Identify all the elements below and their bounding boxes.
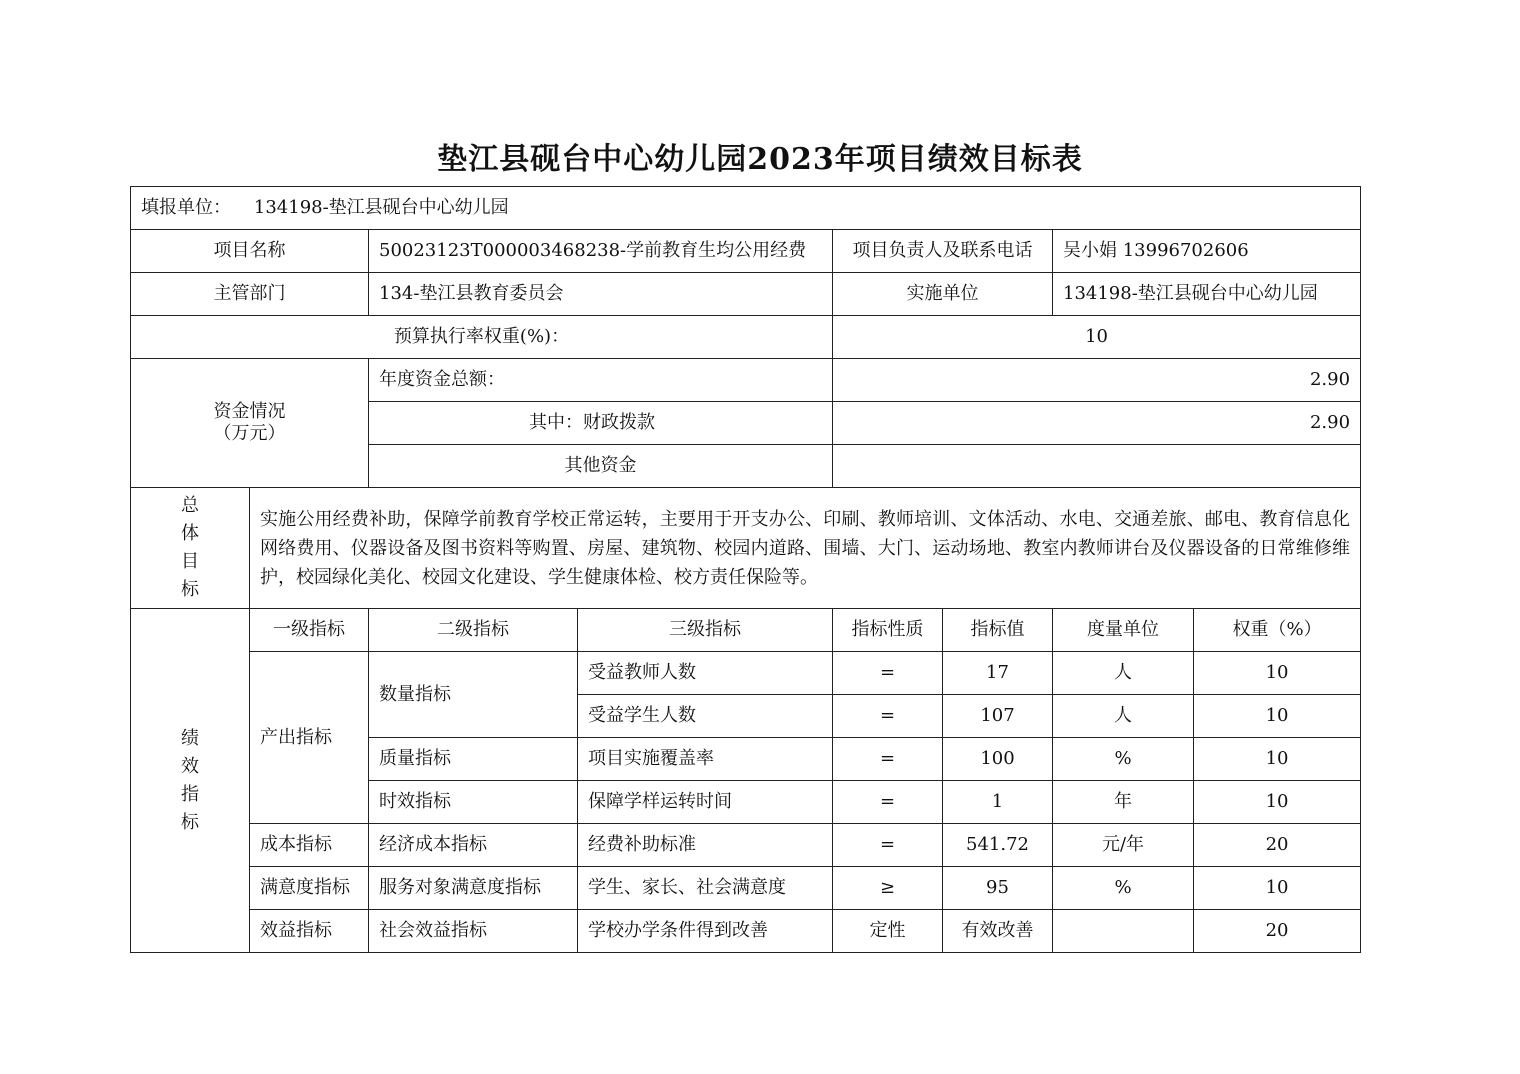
budget-weight-row — [131, 316, 1361, 359]
nature-cell: ≥ — [833, 867, 943, 910]
level2-social-benefit: 社会效益指标 — [369, 910, 578, 953]
funds-total-row — [131, 359, 1361, 402]
unit-cell: % — [1053, 867, 1194, 910]
indicator-label-char: 指 — [181, 783, 199, 805]
performance-target-table — [130, 186, 1361, 953]
weight-cell: 20 — [1194, 910, 1361, 953]
budget-weight-value: 10 — [833, 316, 1361, 359]
level3-name: 受益学生人数 — [578, 695, 833, 738]
filing-unit-value: 134198-垫江县砚台中心幼儿园 — [253, 197, 509, 219]
level1-output: 产出指标 — [250, 652, 369, 824]
level2-quantity: 数量指标 — [369, 652, 578, 738]
funds-label — [131, 359, 369, 488]
indicator-header-row — [131, 609, 1361, 652]
nature-cell: 定性 — [833, 910, 943, 953]
overall-goal-label — [131, 488, 250, 609]
weight-cell: 20 — [1194, 824, 1361, 867]
level3-name: 受益教师人数 — [578, 652, 833, 695]
value-cell: 17 — [943, 652, 1053, 695]
nature-cell: = — [833, 781, 943, 824]
nature-cell: = — [833, 824, 943, 867]
filing-unit-cell — [131, 187, 1361, 230]
unit-cell: 人 — [1053, 652, 1194, 695]
impl-unit-value: 134198-垫江县砚台中心幼儿园 — [1053, 273, 1361, 316]
overall-goal-text: 实施公用经费补助，保障学前教育学校正常运转，主要用于开支办公、印刷、教师培训、文体活动、水电、交通差旅、邮电、教育信息化网络费用、仪器设备及图书资料等购置、房屋、建筑物、校园内道路、围墙、大门、运动场地、教室内教师讲台及仪器设备的日常维修维护，校园绿化美化、校园文化建设、学生健康体检、校方责任保险等。 — [250, 488, 1361, 609]
indicators-label — [131, 609, 250, 953]
level3-name: 学生、家长、社会满意度 — [578, 867, 833, 910]
unit-cell: 人 — [1053, 695, 1194, 738]
table-row — [131, 867, 1361, 910]
table-row — [131, 824, 1361, 867]
weight-cell: 10 — [1194, 781, 1361, 824]
level3-name: 项目实施覆盖率 — [578, 738, 833, 781]
level2-timeliness: 时效指标 — [369, 781, 578, 824]
funds-fiscal-label: 其中：财政拨款 — [369, 402, 833, 445]
level3-name: 经费补助标准 — [578, 824, 833, 867]
indicator-label-char: 效 — [181, 755, 199, 777]
funds-label-line2: （万元） — [213, 423, 286, 444]
level2-economic-cost: 经济成本指标 — [369, 824, 578, 867]
funds-total-label: 年度资金总额： — [369, 359, 833, 402]
nature-cell: = — [833, 738, 943, 781]
header-unit: 度量单位 — [1053, 609, 1194, 652]
funds-other-label: 其他资金 — [369, 445, 833, 488]
table-row — [131, 910, 1361, 953]
value-cell: 541.72 — [943, 824, 1053, 867]
project-leader-label: 项目负责人及联系电话 — [833, 230, 1053, 273]
goal-label-char: 目 — [181, 551, 199, 572]
goal-label-char: 标 — [181, 579, 199, 600]
level2-quality: 质量指标 — [369, 738, 578, 781]
value-cell: 107 — [943, 695, 1053, 738]
weight-cell: 10 — [1194, 695, 1361, 738]
filing-unit-row — [131, 187, 1361, 230]
goal-label-char: 总 — [181, 495, 199, 516]
project-name-value: 50023123T000003468238-学前教育生均公用经费 — [369, 230, 833, 273]
level1-cost: 成本指标 — [250, 824, 369, 867]
header-nature: 指标性质 — [833, 609, 943, 652]
overall-goal-row — [131, 488, 1361, 609]
project-name-label: 项目名称 — [131, 230, 369, 273]
page-title: 垫江县砚台中心幼儿园2023年项目绩效目标表 — [437, 142, 1083, 177]
level2-service-satisfaction: 服务对象满意度指标 — [369, 867, 578, 910]
value-cell: 1 — [943, 781, 1053, 824]
indicator-label-char: 绩 — [181, 727, 199, 749]
project-name-row — [131, 230, 1361, 273]
nature-cell: = — [833, 695, 943, 738]
dept-value: 134-垫江县教育委员会 — [369, 273, 833, 316]
department-row — [131, 273, 1361, 316]
funds-total-value: 2.90 — [833, 359, 1361, 402]
header-weight: 权重（%） — [1194, 609, 1361, 652]
goal-label-char: 体 — [181, 523, 199, 544]
funds-other-value — [833, 445, 1361, 488]
table-row — [131, 652, 1361, 695]
value-cell: 95 — [943, 867, 1053, 910]
level3-name: 学校办学条件得到改善 — [578, 910, 833, 953]
indicator-label-char: 标 — [181, 811, 199, 833]
weight-cell: 10 — [1194, 867, 1361, 910]
funds-label-line1: 资金情况 — [213, 401, 286, 423]
level1-satisfaction: 满意度指标 — [250, 867, 369, 910]
impl-unit-label: 实施单位 — [833, 273, 1053, 316]
header-value: 指标值 — [943, 609, 1053, 652]
funds-fiscal-value: 2.90 — [833, 402, 1361, 445]
dept-label: 主管部门 — [131, 273, 369, 316]
filing-unit-label: 填报单位： — [141, 197, 231, 219]
header-level1: 一级指标 — [250, 609, 369, 652]
unit-cell — [1053, 910, 1194, 953]
unit-cell: 年 — [1053, 781, 1194, 824]
budget-weight-label: 预算执行率权重(%)： — [131, 316, 833, 359]
value-cell: 100 — [943, 738, 1053, 781]
header-level2: 二级指标 — [369, 609, 578, 652]
project-leader-value: 吴小娟 13996702606 — [1053, 230, 1361, 273]
level1-benefit: 效益指标 — [250, 910, 369, 953]
value-cell: 有效改善 — [943, 910, 1053, 953]
level3-name: 保障学样运转时间 — [578, 781, 833, 824]
header-level3: 三级指标 — [578, 609, 833, 652]
weight-cell: 10 — [1194, 738, 1361, 781]
unit-cell: % — [1053, 738, 1194, 781]
nature-cell: = — [833, 652, 943, 695]
unit-cell: 元/年 — [1053, 824, 1194, 867]
weight-cell: 10 — [1194, 652, 1361, 695]
